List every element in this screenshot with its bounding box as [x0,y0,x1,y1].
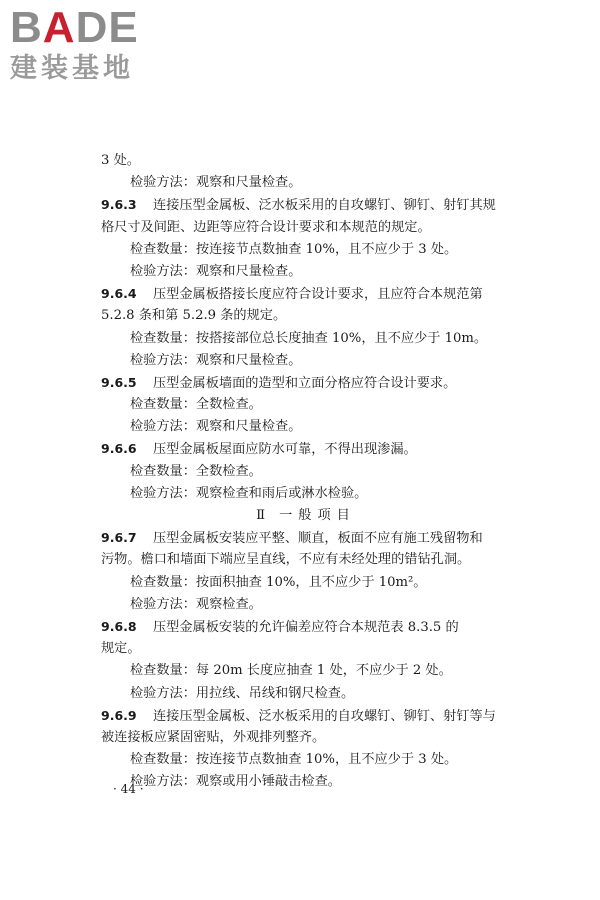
inspection-method: 检验方法：观察和尺量检查。 [130,263,302,279]
clause-9-6-8: 9.6.8 压型金属板安装的允许偏差应符合本规范表 8.3.5 的 [101,616,511,638]
inspection-method: 检验方法：观察和尺量检查。 [130,175,302,191]
logo-wordmark: BADE [10,3,139,52]
inspection-method: 检验方法：观察和尺量检查。 [130,419,302,435]
clause-9-6-5: 9.6.5 压型金属板墙面的造型和立面分格应符合设计要求。 [101,372,511,394]
clause-number: 9.6.5 [101,374,137,390]
page-number: · 44 · [113,782,144,796]
inspection-quantity: 检查数量：按连接节点数抽查 10%，且不应少于 3 处。 [130,752,458,768]
inspection-method: 检验方法：观察检查。 [130,596,262,612]
text-line: 规定。 [101,641,141,657]
text-line: 污物。檐口和墙面下端应呈直线，不应有未经处理的错钻孔洞。 [101,552,471,568]
text-line: 被连接板应紧固密贴，外观排列整齐。 [101,729,326,745]
logo-subtitle: 建装基地 [10,53,134,84]
clause-9-6-3: 9.6.3 连接压型金属板、泛水板采用的自攻螺钉、铆钉、射钉其规 [101,194,511,216]
text-line: 格尺寸及间距、边距等应符合设计要求和本规范的规定。 [101,219,431,235]
text-line: 5.2.8 条和第 5.2.9 条的规定。 [101,308,287,324]
document-body [101,150,511,793]
inspection-quantity: 检查数量：按连接节点数抽查 10%，且不应少于 3 处。 [130,241,458,257]
clause-9-6-4: 9.6.4 压型金属板搭接长度应符合设计要求，且应符合本规范第 [101,283,511,305]
inspection-quantity: 检查数量：按面积抽查 10%，且不应少于 10m²。 [130,574,427,590]
clause-9-6-7: 9.6.7 压型金属板安装应平整、顺直，板面不应有施工残留物和 [101,527,511,549]
section-heading: Ⅱ 一般项目 [256,508,356,523]
clause-number: 9.6.8 [101,618,137,634]
clause-number: 9.6.6 [101,441,137,457]
clause-9-6-9: 9.6.9 连接压型金属板、泛水板采用的自攻螺钉、铆钉、射钉等与 [101,705,511,727]
inspection-method: 检验方法：观察检查和雨后或淋水检验。 [130,485,368,501]
inspection-quantity: 检查数量：按搭接部位总长度抽查 10%，且不应少于 10m。 [130,330,488,346]
inspection-quantity: 检查数量：每 20m 长度应抽查 1 处，不应少于 2 处。 [130,663,452,679]
clause-number: 9.6.4 [101,286,137,302]
clause-number: 9.6.3 [101,197,137,213]
inspection-method: 检验方法：用拉线、吊线和钢尺检查。 [130,685,355,701]
clause-number: 9.6.7 [101,530,137,546]
inspection-quantity: 检查数量：全数检查。 [130,397,262,413]
bade-logo [10,4,180,86]
inspection-quantity: 检查数量：全数检查。 [130,463,262,479]
inspection-method: 检验方法：观察或用小锤敲击检查。 [130,774,341,790]
inspection-method: 检验方法：观察和尺量检查。 [130,352,302,368]
clause-9-6-6: 9.6.6 压型金属板屋面应防水可靠，不得出现渗漏。 [101,438,511,460]
clause-number: 9.6.9 [101,707,137,723]
text-line: 3 处。 [101,153,140,168]
